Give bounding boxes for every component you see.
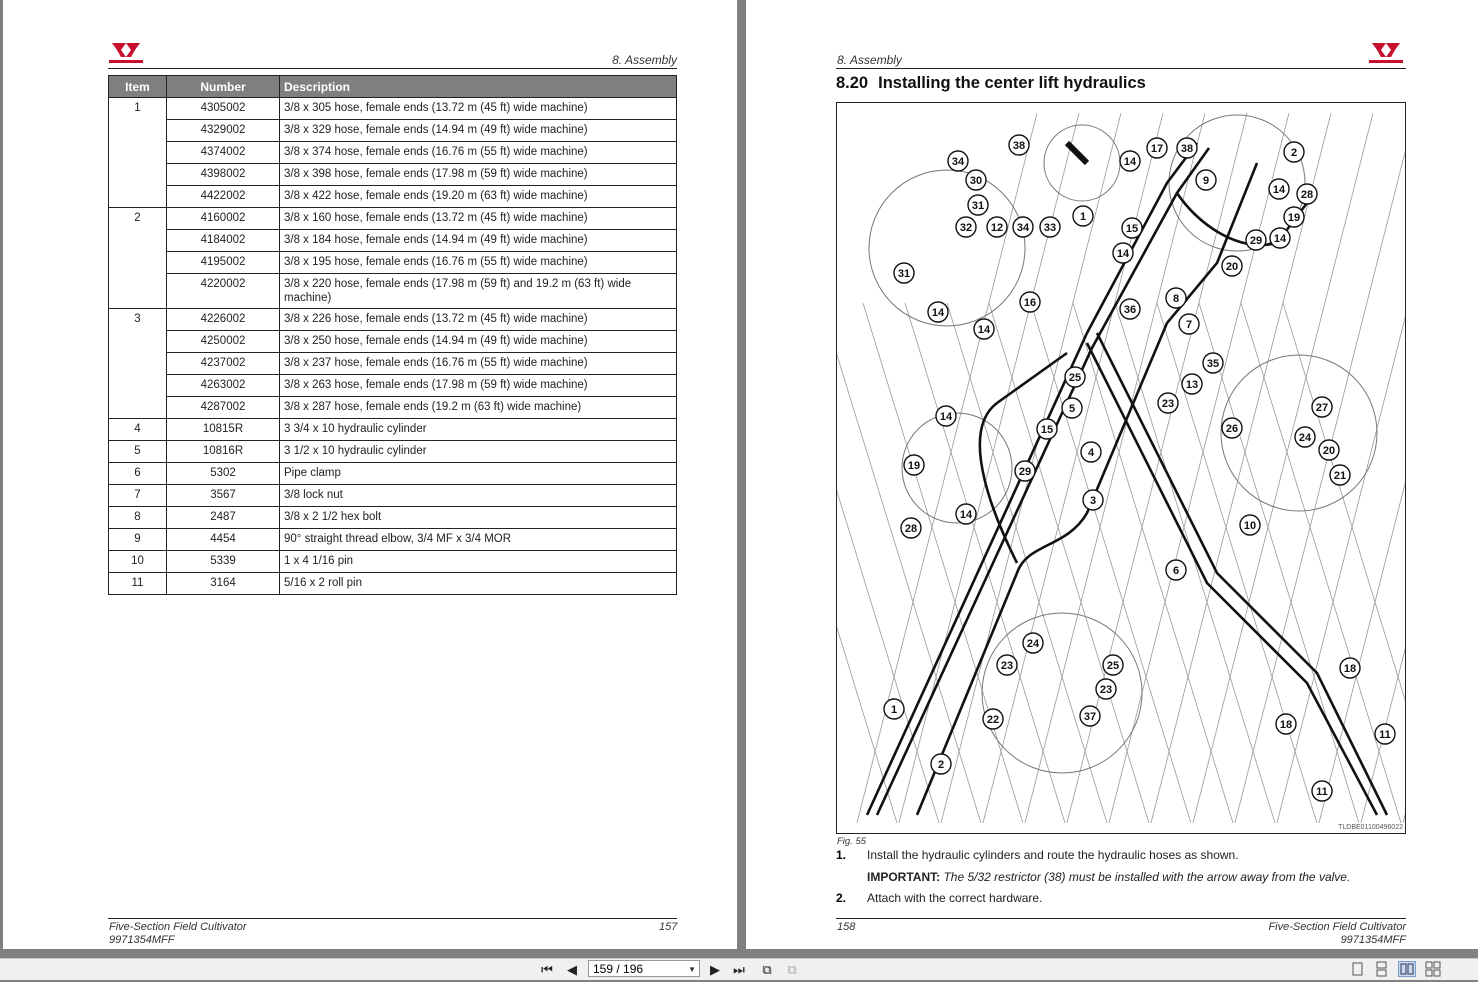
callout-label: 23 <box>1099 684 1113 696</box>
table-header-row <box>109 76 677 98</box>
callout-label: 29 <box>1249 235 1263 247</box>
callout-label: 14 <box>1272 184 1286 196</box>
cell-item: 5 <box>109 441 167 463</box>
cell-description: 3/8 x 195 hose, female ends (16.76 m (55 ft) wide machine) <box>280 252 677 274</box>
callout <box>968 195 988 215</box>
frame-line <box>837 303 897 823</box>
cell-number: 4220002 <box>167 274 280 309</box>
table-row <box>109 375 677 397</box>
brand-logo <box>107 40 145 66</box>
callout <box>966 170 986 190</box>
col-header-item: Item <box>109 76 167 98</box>
callout-label: 31 <box>971 200 985 212</box>
callout <box>1065 367 1085 387</box>
callout <box>1319 440 1339 460</box>
footer-title: Five-Section Field Cultivator <box>109 921 247 933</box>
cell-number: 4329002 <box>167 120 280 142</box>
callout-label: 9 <box>1202 175 1210 187</box>
callout <box>936 406 956 426</box>
callout-label: 25 <box>1068 372 1082 384</box>
callout-label: 19 <box>1287 212 1301 224</box>
callout <box>983 709 1003 729</box>
callout-label: 30 <box>969 175 983 187</box>
footer-page-number: 157 <box>659 921 678 933</box>
callout-label: 2 <box>937 759 945 771</box>
cell-number: 4250002 <box>167 331 280 353</box>
callout <box>1284 142 1304 162</box>
callout-label: 18 <box>1279 719 1293 731</box>
table-row <box>109 331 677 353</box>
continuous-view-icon[interactable] <box>1373 961 1391 977</box>
callout-label: 16 <box>1023 297 1037 309</box>
two-page-continuous-view-icon[interactable] <box>1424 961 1442 977</box>
table-row <box>109 507 677 529</box>
table-row <box>109 186 677 208</box>
callout <box>1240 515 1260 535</box>
table-row <box>109 529 677 551</box>
detail-circle <box>869 170 1025 326</box>
frame-line <box>1361 113 1405 823</box>
cell-number: 3164 <box>167 573 280 595</box>
cell-description: 3/8 x 398 hose, female ends (17.98 m (59 ft) wide machine) <box>280 164 677 186</box>
callout <box>1166 560 1186 580</box>
table-row <box>109 397 677 419</box>
cell-number: 2487 <box>167 507 280 529</box>
callout <box>1062 398 1082 418</box>
callout-label: 4 <box>1087 447 1095 459</box>
callout <box>1284 207 1304 227</box>
cell-number: 4160002 <box>167 208 280 230</box>
cell-number: 4226002 <box>167 309 280 331</box>
chevron-down-icon: ▼ <box>688 965 696 974</box>
callout-label: 6 <box>1172 565 1180 577</box>
callout <box>1177 138 1197 158</box>
callout-label: 2 <box>1290 147 1298 159</box>
callout-label: 15 <box>1125 223 1139 235</box>
callout-label: 17 <box>1150 143 1164 155</box>
first-page-button[interactable]: ⏮ <box>541 962 553 977</box>
callout <box>1103 655 1123 675</box>
section-title <box>836 74 1146 93</box>
frame-line <box>837 303 939 823</box>
callout-label: 27 <box>1315 402 1329 414</box>
step-text: Attach with the correct hardware. <box>867 891 1043 905</box>
restrictor-arrow <box>1067 143 1087 163</box>
callout <box>1083 490 1103 510</box>
callout <box>1080 706 1100 726</box>
table-row <box>109 142 677 164</box>
step-text: Install the hydraulic cylinders and route the hydraulic hoses as shown. <box>867 848 1239 862</box>
cell-description: 3/8 x 226 hose, female ends (13.72 m (45 ft) wide machine) <box>280 309 677 331</box>
header-section: 8. Assembly <box>837 53 902 67</box>
viewer-toolbar <box>0 958 1478 980</box>
next-page-button[interactable]: ▶ <box>710 962 720 977</box>
callout-label: 12 <box>990 222 1004 234</box>
table-row <box>109 573 677 595</box>
important-text: The 5/32 restrictor (38) must be installed with the arrow away from the valve. <box>943 870 1351 884</box>
cell-description: 3/8 x 329 hose, female ends (14.94 m (49 ft) wide machine) <box>280 120 677 142</box>
callout-label: 24 <box>1026 638 1040 650</box>
callout-label: 14 <box>1116 248 1130 260</box>
callout <box>956 504 976 524</box>
callout-label: 5 <box>1068 403 1076 415</box>
callout <box>1196 170 1216 190</box>
callout <box>1246 230 1266 250</box>
callout-label: 34 <box>951 156 965 168</box>
hose-line <box>980 353 1067 563</box>
cell-description: 1 x 4 1/16 pin <box>280 551 677 573</box>
cell-description: 3/8 x 184 hose, female ends (14.94 m (49 ft) wide machine) <box>280 230 677 252</box>
brand-logo <box>1367 40 1405 66</box>
callout <box>1023 633 1043 653</box>
callout-label: 18 <box>1343 663 1357 675</box>
cell-number: 5302 <box>167 463 280 485</box>
table-row <box>109 353 677 375</box>
cell-number: 4263002 <box>167 375 280 397</box>
callout <box>1179 314 1199 334</box>
callout-label: 8 <box>1172 293 1180 305</box>
cell-description: 5/16 x 2 roll pin <box>280 573 677 595</box>
callout-label: 1 <box>890 704 898 716</box>
cell-item: 1 <box>109 98 167 208</box>
callout <box>1009 135 1029 155</box>
header-rule <box>836 68 1406 69</box>
section-number: 8.20 <box>836 74 869 92</box>
table-row <box>109 551 677 573</box>
footer-code: 9971354MFF <box>1340 934 1406 946</box>
callout-label: 20 <box>1225 261 1239 273</box>
callout <box>1122 218 1142 238</box>
frame-line <box>863 303 1023 823</box>
callout <box>1158 393 1178 413</box>
important-note <box>867 870 1350 884</box>
cell-number: 4454 <box>167 529 280 551</box>
copy-page-icon[interactable]: ⧉ <box>762 962 772 977</box>
cell-number: 4287002 <box>167 397 280 419</box>
callout <box>1270 228 1290 248</box>
cell-item: 4 <box>109 419 167 441</box>
callout-label: 38 <box>1012 140 1026 152</box>
parts-table <box>108 75 677 595</box>
important-label: IMPORTANT: <box>867 870 941 884</box>
cell-number: 4237002 <box>167 353 280 375</box>
callout <box>1295 427 1315 447</box>
callout <box>1312 397 1332 417</box>
cell-item: 6 <box>109 463 167 485</box>
figure-code: TLDBE01100496022 <box>1338 824 1403 831</box>
header-section: 8. Assembly <box>612 53 677 67</box>
callout <box>997 655 1017 675</box>
callout <box>1166 288 1186 308</box>
cell-item: 7 <box>109 485 167 507</box>
left-page <box>3 0 737 949</box>
cell-number: 3567 <box>167 485 280 507</box>
cell-item: 9 <box>109 529 167 551</box>
callout <box>948 151 968 171</box>
callout <box>1081 442 1101 462</box>
callout <box>1147 138 1167 158</box>
page-indicator: 159 / 196 <box>593 962 644 976</box>
callout-label: 14 <box>1123 156 1137 168</box>
callout-label: 14 <box>959 509 973 521</box>
frame-line <box>1199 303 1359 823</box>
previous-page-button[interactable]: ◀ <box>567 962 577 977</box>
footer-rule <box>108 918 677 919</box>
callout <box>1040 217 1060 237</box>
cell-number: 4305002 <box>167 98 280 120</box>
callout <box>1182 374 1202 394</box>
callout-label: 35 <box>1206 358 1220 370</box>
callout-label: 3 <box>1089 495 1097 507</box>
callout <box>1120 151 1140 171</box>
callout-label: 22 <box>986 714 1000 726</box>
table-row <box>109 98 677 120</box>
figure-caption: Fig. 55 <box>837 836 867 847</box>
cell-number: 4184002 <box>167 230 280 252</box>
two-page-view-icon[interactable] <box>1398 961 1416 977</box>
paste-page-icon[interactable]: ⧉ <box>787 962 797 977</box>
callout-label: 7 <box>1185 319 1193 331</box>
callout <box>894 263 914 283</box>
callout <box>1375 724 1395 744</box>
frame-line <box>1319 113 1405 823</box>
table-row <box>109 208 677 230</box>
footer-code: 9971354MFF <box>109 934 175 946</box>
callout <box>1013 217 1033 237</box>
table-row <box>109 230 677 252</box>
cell-description: 3/8 x 422 hose, female ends (19.20 m (63 ft) wide machine) <box>280 186 677 208</box>
table-row <box>109 419 677 441</box>
cell-description: 3/8 x 305 hose, female ends (13.72 m (45 ft) wide machine) <box>280 98 677 120</box>
callout-label: 33 <box>1043 222 1057 234</box>
callout-label: 28 <box>904 523 918 535</box>
callout-label: 29 <box>1018 466 1032 478</box>
frame-line <box>1031 303 1191 823</box>
cell-number: 10815R <box>167 419 280 441</box>
cell-description: 90° straight thread elbow, 3/4 MF x 3/4 MOR <box>280 529 677 551</box>
cell-item: 8 <box>109 507 167 529</box>
callout <box>1073 206 1093 226</box>
callout-label: 24 <box>1298 432 1312 444</box>
cell-item: 11 <box>109 573 167 595</box>
step-number: 1. <box>836 848 847 862</box>
callout-label: 25 <box>1106 660 1120 672</box>
hose-line <box>1097 333 1387 815</box>
cell-description: 3/8 x 287 hose, female ends (19.2 m (63 ft) wide machine) <box>280 397 677 419</box>
frame-line <box>1073 303 1233 823</box>
callout <box>987 217 1007 237</box>
callout <box>1340 658 1360 678</box>
callout <box>1015 461 1035 481</box>
frame-line <box>1235 113 1405 823</box>
cell-description: 3/8 x 250 hose, female ends (14.94 m (49 ft) wide machine) <box>280 331 677 353</box>
step-number: 2. <box>836 891 847 905</box>
callout <box>928 302 948 322</box>
callout <box>1276 714 1296 734</box>
callout-label: 34 <box>1016 222 1030 234</box>
callout <box>1020 292 1040 312</box>
cell-description: 3/8 x 374 hose, female ends (16.76 m (55 ft) wide machine) <box>280 142 677 164</box>
page-number-select[interactable] <box>588 960 700 977</box>
footer-title: Five-Section Field Cultivator <box>1268 921 1406 933</box>
section-title-text: Installing the center lift hydraulics <box>878 74 1146 92</box>
callout <box>884 699 904 719</box>
callout-label: 21 <box>1333 470 1347 482</box>
cell-description: 3 3/4 x 10 hydraulic cylinder <box>280 419 677 441</box>
cell-description: 3/8 x 237 hose, female ends (16.76 m (55 ft) wide machine) <box>280 353 677 375</box>
table-row <box>109 485 677 507</box>
table-row <box>109 252 677 274</box>
table-row <box>109 120 677 142</box>
callout <box>1222 418 1242 438</box>
callout <box>956 217 976 237</box>
callout-label: 14 <box>977 324 991 336</box>
hydraulics-drawing <box>837 103 1405 833</box>
cell-number: 4398002 <box>167 164 280 186</box>
callout-label: 37 <box>1083 711 1097 723</box>
frame-line <box>1403 113 1405 823</box>
callout <box>1297 184 1317 204</box>
cell-item: 3 <box>109 309 167 419</box>
callout <box>1203 353 1223 373</box>
callout <box>1113 243 1133 263</box>
cell-description: 3 1/2 x 10 hydraulic cylinder <box>280 441 677 463</box>
callout-label: 1 <box>1079 211 1087 223</box>
cell-number: 10816R <box>167 441 280 463</box>
callout <box>931 754 951 774</box>
cell-description: 3/8 x 2 1/2 hex bolt <box>280 507 677 529</box>
callout-label: 13 <box>1185 379 1199 391</box>
header-rule <box>108 68 677 69</box>
right-page <box>746 0 1478 949</box>
detail-circle <box>982 613 1142 773</box>
frame-line <box>905 303 1065 823</box>
table-row <box>109 441 677 463</box>
cell-number: 4195002 <box>167 252 280 274</box>
frame-line <box>1241 303 1401 823</box>
callout-label: 36 <box>1123 304 1137 316</box>
callout-label: 23 <box>1161 398 1175 410</box>
col-header-description: Description <box>280 76 677 98</box>
cell-number: 5339 <box>167 551 280 573</box>
callout <box>904 455 924 475</box>
table-row <box>109 463 677 485</box>
table-row <box>109 309 677 331</box>
cell-item: 2 <box>109 208 167 309</box>
cell-description: 3/8 x 160 hose, female ends (13.72 m (45 ft) wide machine) <box>280 208 677 230</box>
cell-description: 3/8 lock nut <box>280 485 677 507</box>
footer-rule <box>836 918 1406 919</box>
callout-label: 11 <box>1316 786 1328 798</box>
callout-label: 19 <box>907 460 921 472</box>
cell-description: 3/8 x 263 hose, female ends (17.98 m (59 ft) wide machine) <box>280 375 677 397</box>
callout-label: 20 <box>1322 445 1336 457</box>
cell-item: 10 <box>109 551 167 573</box>
callout <box>901 518 921 538</box>
cell-description: Pipe clamp <box>280 463 677 485</box>
callout-label: 28 <box>1300 189 1314 201</box>
callout <box>1269 179 1289 199</box>
table-row <box>109 164 677 186</box>
cell-number: 4374002 <box>167 142 280 164</box>
callout-label: 26 <box>1225 423 1239 435</box>
hydraulics-figure <box>836 102 1406 834</box>
callout <box>1330 465 1350 485</box>
callout <box>1222 256 1242 276</box>
callout-label: 10 <box>1243 520 1257 532</box>
callout <box>1120 299 1140 319</box>
callout <box>1312 781 1332 801</box>
table-row <box>109 274 677 309</box>
footer-page-number: 158 <box>837 921 856 933</box>
callout <box>974 319 994 339</box>
callout-label: 38 <box>1180 143 1194 155</box>
cell-description: 3/8 x 220 hose, female ends (17.98 m (59 ft) and 19.2 m (63 ft) wide machine) <box>280 274 677 309</box>
callout-label: 14 <box>1273 233 1287 245</box>
single-page-view-icon[interactable] <box>1349 961 1367 977</box>
hose-line <box>1087 343 1377 815</box>
callout-label: 23 <box>1000 660 1014 672</box>
callout-label: 14 <box>939 411 953 423</box>
callout-label: 15 <box>1040 424 1054 436</box>
callout-label: 31 <box>897 268 911 280</box>
callout-label: 11 <box>1379 729 1391 741</box>
cell-number: 4422002 <box>167 186 280 208</box>
callout <box>1096 679 1116 699</box>
callout-label: 14 <box>931 307 945 319</box>
callout <box>1037 419 1057 439</box>
col-header-number: Number <box>167 76 280 98</box>
last-page-button[interactable]: ⏭ <box>733 962 745 977</box>
callout-label: 32 <box>959 222 973 234</box>
